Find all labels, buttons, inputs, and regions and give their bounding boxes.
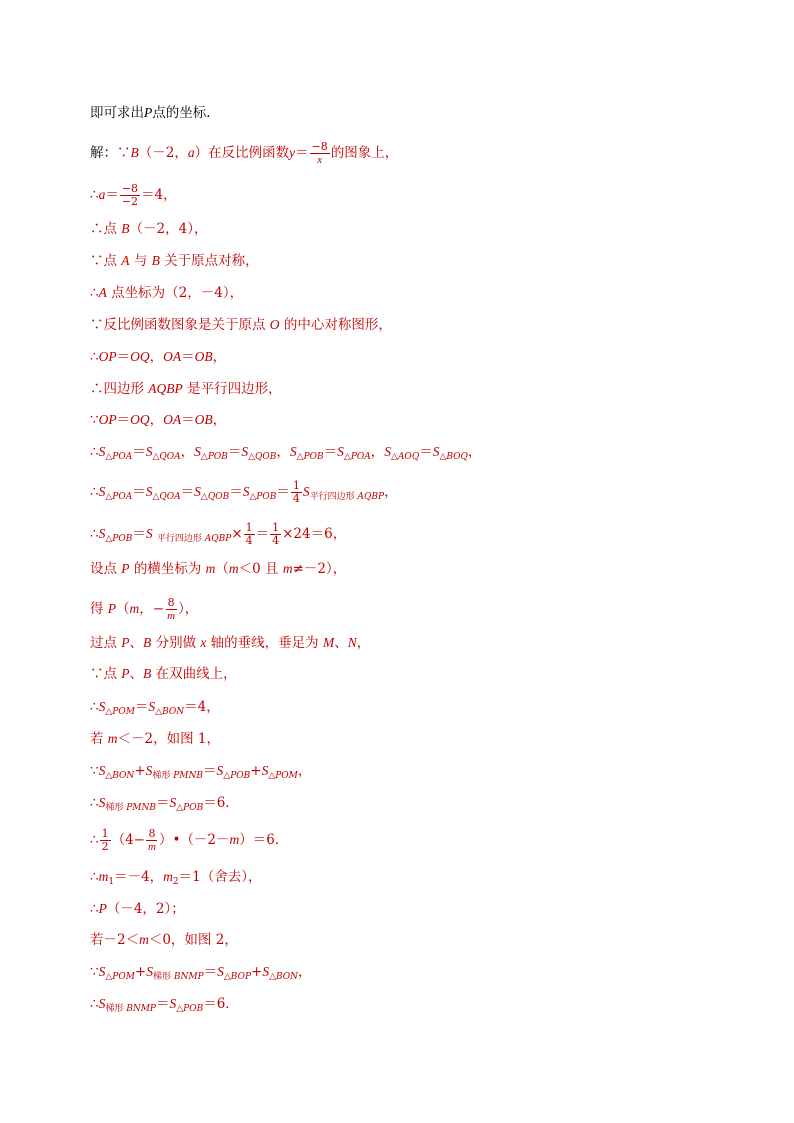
solution-line-24: 若－2＜m＜0，如图 2， xyxy=(90,932,238,948)
solution-line-17: $\therefore S_{\triangle POM}=S_{\triangle BON}=4$， xyxy=(90,699,220,717)
solution-line-26: $\therefore S_{梯形 BNMP}=S_{\triangle POB}=6$． xyxy=(90,996,239,1014)
solution-line-22: $\therefore m_1=-4$，$m_2=1$（舍去）， xyxy=(90,869,262,887)
solution-line-14: 得 P（m，− $\frac{8}{m}$ ）， xyxy=(90,596,199,622)
solution-line-16: ∵点 P、B 在双曲线上， xyxy=(90,666,237,682)
solution-line-21: ∴ $\frac{1}{2}$ （4− $\frac{8}{m}$ ）•（－2－m）＝6． xyxy=(90,827,289,853)
solution-line-25: $\because S_{\triangle POM}+S_{梯形 BNMP}=S_{\triangle BOP}+S_{\triangle BON}$， xyxy=(90,964,312,982)
solution-line-4: ∵点 A 与 B 关于原点对称， xyxy=(90,253,259,269)
solution-line-10: $\therefore S_{\triangle POA}=S_{\triangle QOA}$，$S_{\triangle POB}=S_{\triangle QOB}$，$S_{\triangle POB}=S_{\triangle POA}$，$S_{\triangle AOQ}=S_{\triangle BOQ}$， xyxy=(90,444,482,462)
solution-line-2: ∴a＝ $\frac{-8}{-2}$ ＝4， xyxy=(90,182,177,208)
solution-line-5: ∴A 点坐标为（2，－4）， xyxy=(90,285,244,301)
solution-line-23: ∴P（－4，2）； xyxy=(90,901,185,917)
solution-line-19: $\because S_{\triangle BON}+S_{梯形 PMNB}=S_{\triangle POB}+S_{\triangle POM}$， xyxy=(90,763,312,781)
solution-line-9: ∵OP＝OQ，OA＝OB， xyxy=(90,412,227,428)
solution-line-11: $\therefore S_{\triangle POA}=S_{\triangle QOA}=S_{\triangle QOB}=S_{\triangle POB}=$ $\frac{1}{4}$ $S_{平行四边形 AQBP}$， xyxy=(90,479,398,505)
solution-line-8: ∴四边形 AQBP 是平行四边形， xyxy=(90,381,282,397)
solution-line-13: 设点 P 的横坐标为 m（m＜0 且 m≠－2）， xyxy=(90,561,347,577)
solution-line-15: 过点 P、B 分别做 x 轴的垂线，垂足为 M、N， xyxy=(90,635,371,651)
solution-line-1: 解：∵B（－2，a）在反比例函数y＝ $\frac{-8}{x}$ 的图象上， xyxy=(90,140,399,166)
solution-line-18: 若 m＜－2，如图 1， xyxy=(90,731,221,747)
solution-line-6: ∵反比例函数图象是关于原点 O 的中心对称图形， xyxy=(90,317,392,333)
solution-line-7: ∴OP＝OQ，OA＝OB， xyxy=(90,349,227,365)
solution-line-3: ∴点 B（－2，4）， xyxy=(90,221,208,237)
solution-line-12: $\therefore S_{\triangle POB}=S$ $_{平行四边形 AQBP}$× $\frac{1}{4}$ ＝ $\frac{1}{4}$ ×24＝6， xyxy=(90,521,347,547)
solution-line-20: $\therefore S_{梯形 PMNB}=S_{\triangle POB}=6$． xyxy=(90,795,239,813)
intro-line: 即可求出P点的坐标． xyxy=(90,105,220,121)
